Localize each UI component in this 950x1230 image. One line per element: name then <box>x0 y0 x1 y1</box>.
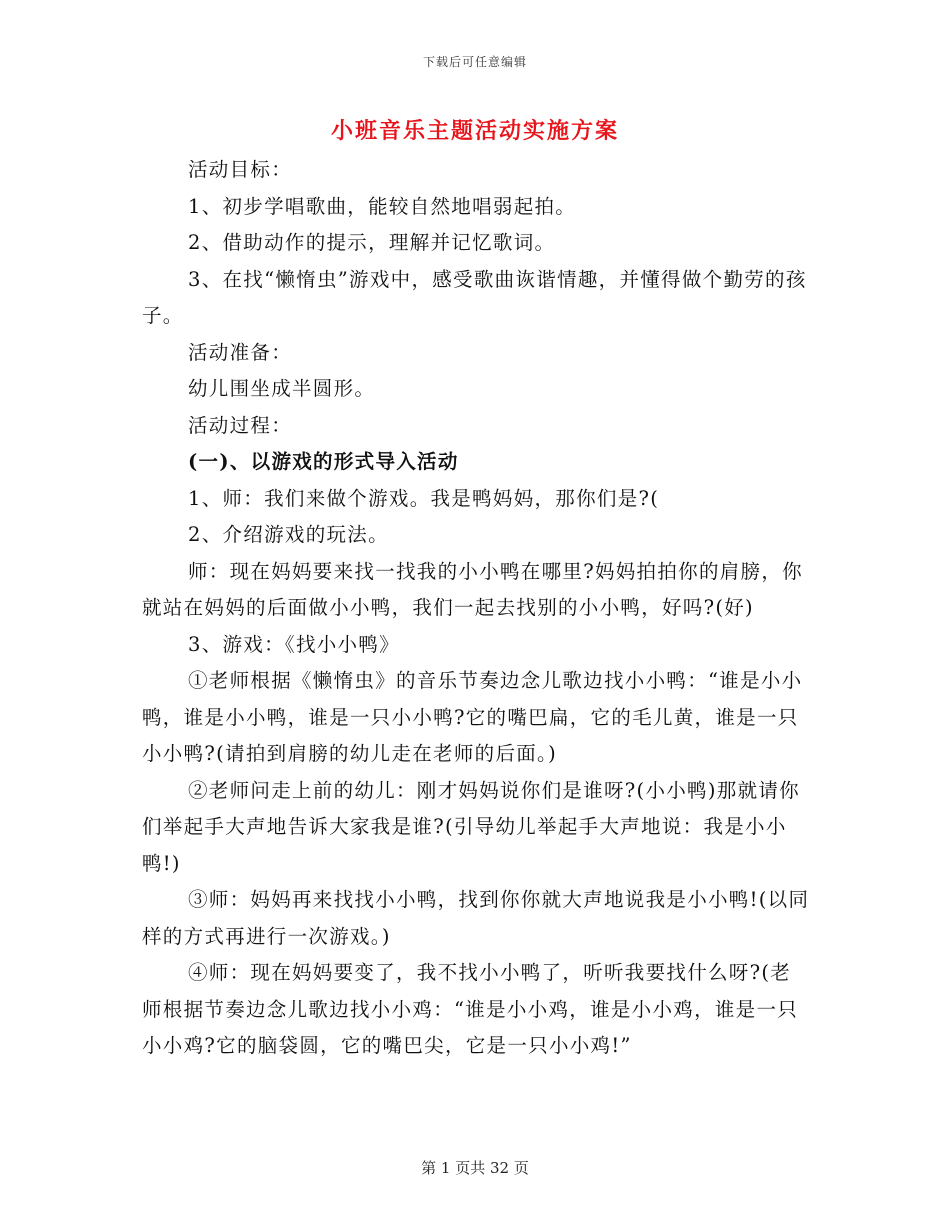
paragraph-preparation: 幼儿围坐成半圆形。 <box>188 377 376 400</box>
document-title: 小班音乐主题活动实施方案 <box>330 118 619 144</box>
paragraph-goals-heading: 活动目标： <box>188 158 293 181</box>
paragraph-step-2: 2、介绍游戏的玩法。 <box>188 523 389 546</box>
page-footer: 第 1 页共 32 页 <box>421 1159 529 1177</box>
paragraph-goal-1: 1、初步学唱歌曲，能较自然地唱弱起拍。 <box>188 194 577 218</box>
paragraph-step-1: 1、师：我们来做个游戏。我是鸭妈妈，那你们是?( <box>188 486 660 510</box>
paragraph-teacher-intro: 师：现在妈妈要来找一找我的小小鸭在哪里?妈妈拍拍你的肩膀，你就站在妈妈的后面做小小鸭，我们一起去找别的小小鸭，好吗?(好) <box>142 559 803 619</box>
page-header: 下载后可任意编辑 <box>422 55 527 69</box>
paragraph-process-heading: 活动过程： <box>188 413 293 437</box>
document-body <box>142 152 810 1065</box>
paragraph-goal-3: 3、在找“懒惰虫”游戏中，感受歌曲诙谐情趣，并懂得做个勤劳的孩子。 <box>142 267 807 327</box>
paragraph-game-3: ③师：妈妈再来找找小小鸭，找到你你就大声地说我是小小鸭!(以同样的方式再进行一次游戏。) <box>142 888 810 948</box>
section-heading-1: (一)、以游戏的形式导入活动 <box>188 450 459 473</box>
paragraph-game-4: ④师：现在妈妈要变了，我不找小小鸭了，听听我要找什么呀?(老师根据节奏边念儿歌边找小小鸡：“谁是小小鸡，谁是小小鸡，谁是一只小小鸡?它的脑袋圆，它的嘴巴尖，它是一只小小鸡!” <box>142 961 799 1057</box>
paragraph-game-1: ①老师根据《懒惰虫》的音乐节奏边念儿歌边找小小鸭：“谁是小小鸭，谁是小小鸭，谁是一只小小鸭?它的嘴巴扁，它的毛儿黄，谁是一只小小鸭?(请拍到肩膀的幼儿走在老师的后面。) <box>142 669 803 765</box>
paragraph-step-3: 3、游戏：《找小小鸭》 <box>188 632 400 656</box>
paragraph-goal-2: 2、借助动作的提示，理解并记忆歌词。 <box>188 231 556 254</box>
paragraph-preparation-heading: 活动准备： <box>188 340 293 364</box>
paragraph-game-2: ②老师问走上前的幼儿：刚才妈妈说你们是谁呀?(小小鸭)那就请你们举起手大声地告诉大家我是谁?(引导幼儿举起手大声地说：我是小小鸭!) <box>142 778 800 875</box>
